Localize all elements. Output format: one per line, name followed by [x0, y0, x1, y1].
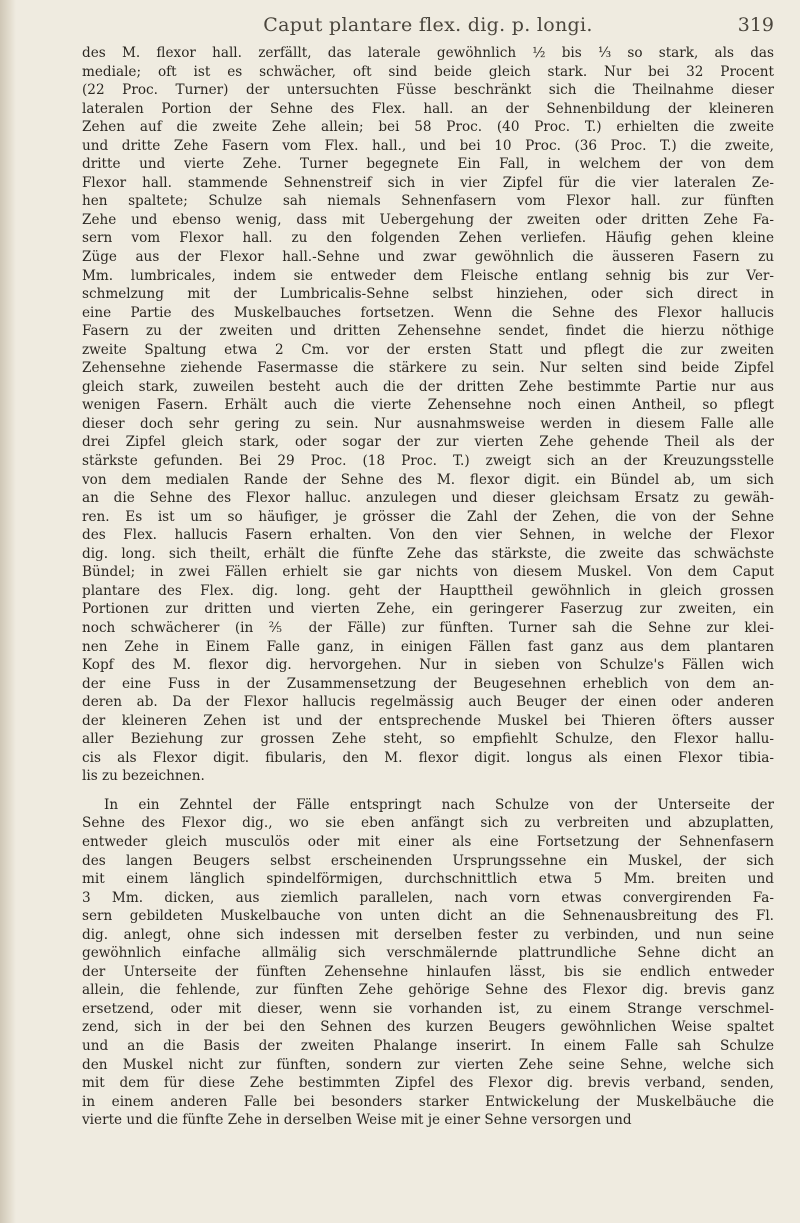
text-line: ren. Es ist um so häufiger, je grösser die Zahl der Zehen, die von der Sehne [82, 508, 774, 525]
text-line: dig. long. sich theilt, erhält die fünfte Zehe das stärkste, die zweite das schwächste [82, 545, 774, 562]
text-line: gewöhnlich einfache allmälig sich verschmälernde plattrundliche Sehne dicht an [82, 945, 774, 962]
paragraph-1 [82, 44, 774, 786]
page-number: 319 [737, 14, 774, 36]
text-line: drei Zipfel gleich stark, oder sogar der zur vierten Zehe gehende Theil als der [82, 434, 774, 451]
text-line: allein, die fehlende, zur fünften Zehe gehörige Sehne des Flexor dig. brevis ganz [82, 982, 774, 999]
text-line: zend, sich in der bei den Sehnen des kurzen Beugers gewöhnlichen Weise spaltet [82, 1019, 774, 1036]
text-line: mit dem für diese Zehe bestimmten Zipfel des Flexor dig. brevis verband, senden, [82, 1075, 774, 1092]
text-line: von dem medialen Rande der Sehne des M. flexor digit. ein Bündel ab, um sich [82, 471, 774, 488]
text-line: noch schwächerer (in ⅖ der Fälle) zur fünften. Turner sah die Sehne zur klei- [82, 619, 774, 636]
text-line: sern vom Flexor hall. zu den folgenden Zehen verliefen. Häufig gehen kleine [82, 230, 774, 247]
text-line: und dritte Zehe Fasern vom Flex. hall., und bei 10 Proc. (36 Proc. T.) die zweite, [82, 137, 774, 154]
text-line: des langen Beugers selbst erscheinenden Ursprungssehne ein Muskel, der sich [82, 852, 774, 869]
book-page [82, 14, 774, 1130]
text-line: dritte und vierte Zehe. Turner begegnete Ein Fall, in welchem der von dem [82, 156, 774, 173]
text-line: wenigen Fasern. Erhält auch die vierte Zehensehne noch einen Antheil, so pflegt [82, 397, 774, 414]
text-line: Sehne des Flexor dig., wo sie eben anfängt sich zu verbreiten und abzuplatten, [82, 815, 774, 832]
text-line: und an die Basis der zweiten Phalange inserirt. In einem Falle sah Schulze [82, 1037, 774, 1054]
text-line: an die Sehne des Flexor halluc. anzulegen und dieser gleichsam Ersatz zu gewäh- [82, 490, 774, 507]
text-line: aller Beziehung zur grossen Zehe steht, so empfiehlt Schulze, den Flexor hallu- [82, 731, 774, 748]
text-line: 3 Mm. dicken, aus ziemlich parallelen, nach vorn etwas convergirenden Fa- [82, 889, 774, 906]
text-line: des Flex. hallucis Fasern erhalten. Von den vier Sehnen, in welche der Flexor [82, 527, 774, 544]
text-line: Flexor hall. stammende Sehnenstreif sich in vier Zipfel für die vier lateralen Ze- [82, 174, 774, 191]
text-line: Portionen zur dritten und vierten Zehe, ein geringerer Faserzug zur zweiten, ein [82, 601, 774, 618]
text-line: des M. flexor hall. zerfällt, das laterale gewöhnlich ½ bis ⅓ so stark, als das [82, 45, 774, 61]
text-line: cis als Flexor digit. fibularis, den M. flexor digit. longus als einen Flexor tibia- [82, 749, 774, 766]
text-line: Zehen auf die zweite Zehe allein; bei 58 Proc. (40 Proc. T.) erhielten die zweite [82, 119, 774, 136]
text-line: gleich stark, zuweilen besteht auch die der dritten Zehe bestimmte Partie nur aus [82, 378, 774, 395]
text-line: lis zu bezeichnen. [82, 768, 205, 785]
text-line: plantare des Flex. dig. long. geht der Haupttheil gewöhnlich in gleich grossen [82, 582, 774, 599]
text-line: (22 Proc. Turner) der untersuchten Füsse beschränkt sich die Theilnahme dieser [82, 82, 774, 99]
page-binding-shadow [0, 0, 16, 1223]
text-line: dig. anlegt, ohne sich indessen mit derselben fester zu verbinden, und nun seine [82, 926, 774, 943]
text-line: zweite Spaltung etwa 2 Cm. vor der ersten Statt und pflegt die zur zweiten [82, 341, 774, 358]
text-line: Zehe und ebenso wenig, dass mit Uebergehung der zweiten oder dritten Zehe Fa- [82, 211, 774, 228]
text-line: der kleineren Zehen ist und der entsprechende Muskel bei Thieren öfters ausser [82, 712, 774, 729]
text-line: mediale; oft ist es schwächer, oft sind beide gleich stark. Nur bei 32 Procent [82, 63, 774, 80]
text-line: Bündel; in zwei Fällen erhielt sie gar nichts von diesem Muskel. Von dem Caput [82, 564, 774, 581]
text-line: in einem anderen Falle bei besonders starker Entwickelung der Muskelbäuche die [82, 1093, 774, 1110]
text-line: ersetzend, oder mit dieser, wenn sie vorhanden ist, zu einem Strange verschmel- [82, 1000, 774, 1017]
text-line: Mm. lumbricales, indem sie entweder dem Fleische entlang sehnig bis zur Ver- [82, 267, 774, 284]
text-line: Kopf des M. flexor dig. hervorgehen. Nur in sieben von Schulze's Fällen wich [82, 657, 774, 674]
text-line: vierte und die fünfte Zehe in derselben Weise mit je einer Sehne versorgen und [82, 1112, 632, 1129]
text-line: der Unterseite der fünften Zehensehne hinlaufen lässt, bis sie endlich entweder [82, 963, 774, 980]
text-line: In ein Zehntel der Fälle entspringt nach Schulze von der Unterseite der [104, 796, 774, 813]
text-line: lateralen Portion der Sehne des Flex. hall. an der Sehnenbildung der kleineren [82, 100, 774, 117]
text-line: dieser doch sehr gering zu sein. Nur ausnahmsweise werden in diesem Falle alle [82, 415, 774, 432]
text-line: entweder gleich musculös oder mit einer als eine Fortsetzung der Sehnenfasern [82, 833, 774, 850]
text-line: mit einem länglich spindelförmigen, durchschnittlich etwa 5 Mm. breiten und [82, 871, 774, 888]
text-line: eine Partie des Muskelbauches fortsetzen. Wenn die Sehne des Flexor hallucis [82, 304, 774, 321]
text-line: nen Zehe in Einem Falle ganz, in einigen Fällen fast ganz aus dem plantaren [82, 638, 774, 655]
text-line: deren ab. Da der Flexor hallucis regelmässig auch Beuger der einen oder anderen [82, 694, 774, 711]
text-line: der eine Fuss in der Zusammensetzung der Beugesehnen erheblich von dem an- [82, 675, 774, 692]
text-line: den Muskel nicht zur fünften, sondern zur vierten Zehe seine Sehne, welche sich [82, 1056, 774, 1073]
text-line: stärkste gefunden. Bei 29 Proc. (18 Proc. T.) zweigt sich an der Kreuzungsstelle [82, 453, 774, 470]
text-line: hen spaltete; Schulze sah niemals Sehnenfasern vom Flexor hall. zur fünften [82, 193, 774, 210]
header-title: Caput plantare flex. dig. p. longi. [263, 14, 593, 36]
text-line: sern gebildeten Muskelbauche von unten dicht an die Sehnenausbreitung des Fl. [82, 908, 774, 925]
running-header [82, 14, 774, 44]
text-line: Fasern zu der zweiten und dritten Zehensehne sendet, findet die hierzu nöthige [82, 323, 774, 340]
text-line: Züge aus der Flexor hall.-Sehne und zwar gewöhnlich die äusseren Fasern zu [82, 249, 774, 266]
text-line: schmelzung mit der Lumbricalis-Sehne selbst hinziehen, oder sich direct in [82, 286, 774, 303]
paragraph-2 [82, 796, 774, 1130]
text-line: Zehensehne ziehende Fasermasse die stärkere zu sein. Nur selten sind beide Zipfel [82, 360, 774, 377]
